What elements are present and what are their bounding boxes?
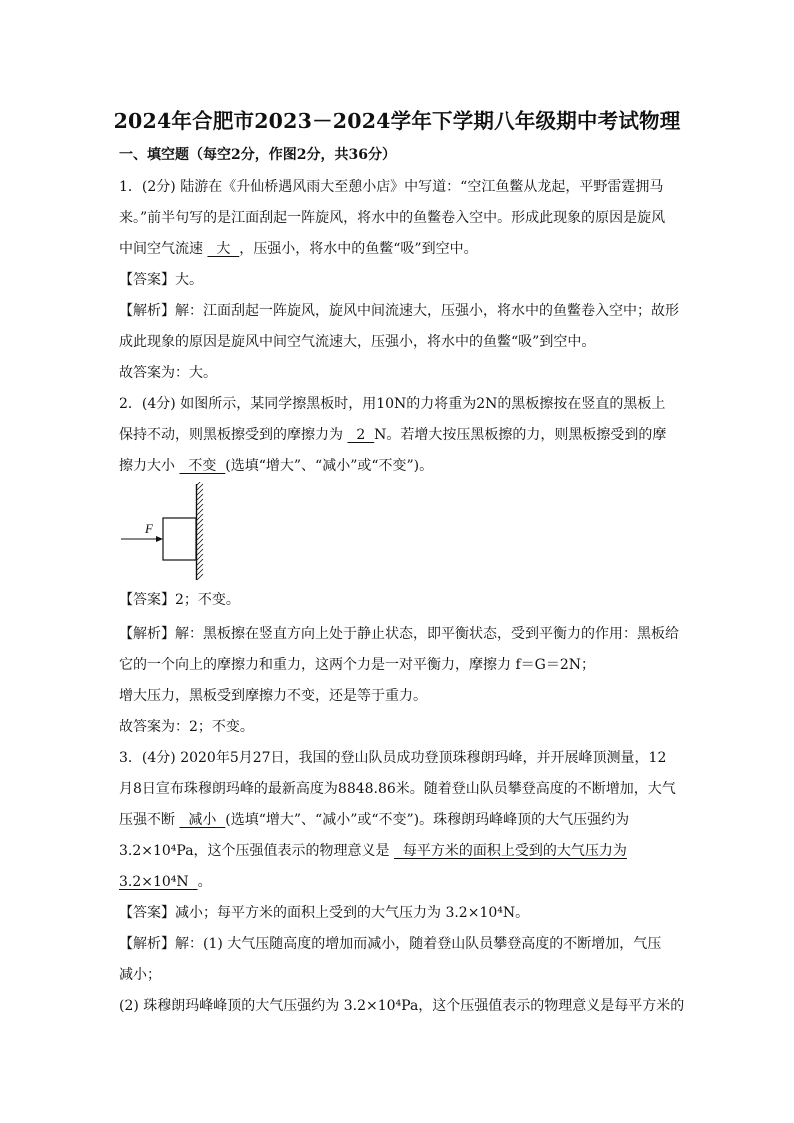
q3-line-4 — [119, 841, 627, 861]
q3-line-2: 月8日宣布珠穆朗玛峰的最新高度为8848.86米。随着登山队员攀登高度的不断增加，大气 — [119, 781, 676, 797]
force-label: F — [145, 521, 153, 536]
q2-text: 保持不动，则黑板擦受到的摩擦力为 — [119, 427, 343, 443]
q2-final: 故答案为：2；不变。 — [119, 719, 254, 735]
q1-line-3 — [119, 239, 478, 259]
eraser-block — [163, 518, 196, 560]
page-title: 2024年合肥市2023－2024学年下学期八年级期中考试物理 — [113, 109, 681, 133]
q3-text: 压强不断 — [119, 812, 175, 828]
q1-answer: 【答案】大。 — [119, 272, 203, 288]
q2-answer: 【答案】2；不变。 — [119, 592, 240, 608]
q3-blank-answer-2: 每平方米的面积上受到的大气压力为 — [394, 843, 627, 859]
q3-text: 。 — [197, 874, 212, 890]
q2-line-1: 2．(4分) 如图所示，某同学擦黑板时，用10N的力将重为2N的黑板擦按在竖直的黑板上 — [119, 396, 666, 412]
q3-analysis-2: 减小； — [119, 967, 161, 983]
q1-final: 故答案为：大。 — [119, 365, 217, 381]
q3-line-5 — [119, 872, 212, 892]
q1-text: 中间空气流速 — [119, 241, 203, 257]
q1-analysis-2: 成此现象的原因是旋风中间空气流速大，压强小，将水中的鱼鳖“吸”到空中。 — [119, 334, 596, 350]
q3-text: 3.2×10⁴Pa，这个压强值表示的物理意义是 — [119, 843, 390, 859]
q3-answer: 【答案】减小；每平方米的面积上受到的大气压力为 3.2×10⁴N。 — [119, 905, 530, 921]
q2-text: (选填“增大”、“减小”或“不变”)。 — [225, 458, 434, 474]
q1-blank-answer: 大 — [207, 241, 240, 257]
q1-line-1: 1．(2分) 陆游在《升仙桥遇风雨大至憩小店》中写道：“空江鱼鳖从龙起，平野雷霆拥马 — [119, 179, 664, 195]
q3-analysis-1: 【解析】解：(1) 大气压随高度的增加而减小，随着登山队员攀登高度的不断增加，气压 — [119, 936, 662, 952]
q3-line-3 — [119, 810, 629, 830]
q2-line-3 — [119, 456, 433, 476]
blackboard-eraser-figure — [118, 482, 218, 582]
q3-line-1: 3．(4分) 2020年5月27日，我国的登山队员成功登顶珠穆朗玛峰，并开展峰顶测量，12 — [119, 750, 667, 766]
q1-line-2: 来。”前半句写的是江面刮起一阵旋风，将水中的鱼鳖卷入空中。形成此现象的原因是旋风 — [119, 210, 666, 226]
q2-analysis-2: 它的一个向上的摩擦力和重力，这两个力是一对平衡力，摩擦力 f＝G＝2N； — [119, 657, 595, 673]
q2-blank-answer-2: 不变 — [179, 458, 226, 474]
section-heading: 一、填空题（每空2分，作图2分，共36分） — [119, 147, 396, 163]
q3-analysis-3: (2) 珠穆朗玛峰峰顶的大气压强约为 3.2×10⁴Pa，这个压强值表示的物理意义是每平方米的 — [119, 998, 685, 1014]
q3-blank-answer-2-cont: 3.2×10⁴N — [119, 874, 198, 890]
q2-text: N。若增大按压黑板擦的力，则黑板擦受到的摩 — [374, 427, 667, 443]
q3-text: (选填“增大”、“减小”或“不变”)。珠穆朗玛峰峰顶的大气压强约为 — [225, 812, 630, 828]
q3-blank-answer-1: 减小 — [179, 812, 226, 828]
board-hatching — [197, 482, 203, 580]
q2-text: 擦力大小 — [119, 458, 175, 474]
q2-blank-answer-1: 2 — [347, 427, 375, 443]
q2-line-2 — [119, 425, 666, 445]
q2-analysis-3: 增大压力，黑板受到摩擦力不变，还是等于重力。 — [119, 688, 427, 704]
force-arrow-head — [156, 536, 163, 542]
q1-text: ，压强小，将水中的鱼鳖“吸”到空中。 — [239, 241, 478, 257]
q2-analysis-1: 【解析】解：黑板擦在竖直方向上处于静止状态，即平衡状态，受到平衡力的作用：黑板给 — [119, 626, 679, 642]
q1-analysis-1: 【解析】解：江面刮起一阵旋风，旋风中间流速大，压强小，将水中的鱼鳖卷入空中；故形 — [119, 303, 679, 319]
